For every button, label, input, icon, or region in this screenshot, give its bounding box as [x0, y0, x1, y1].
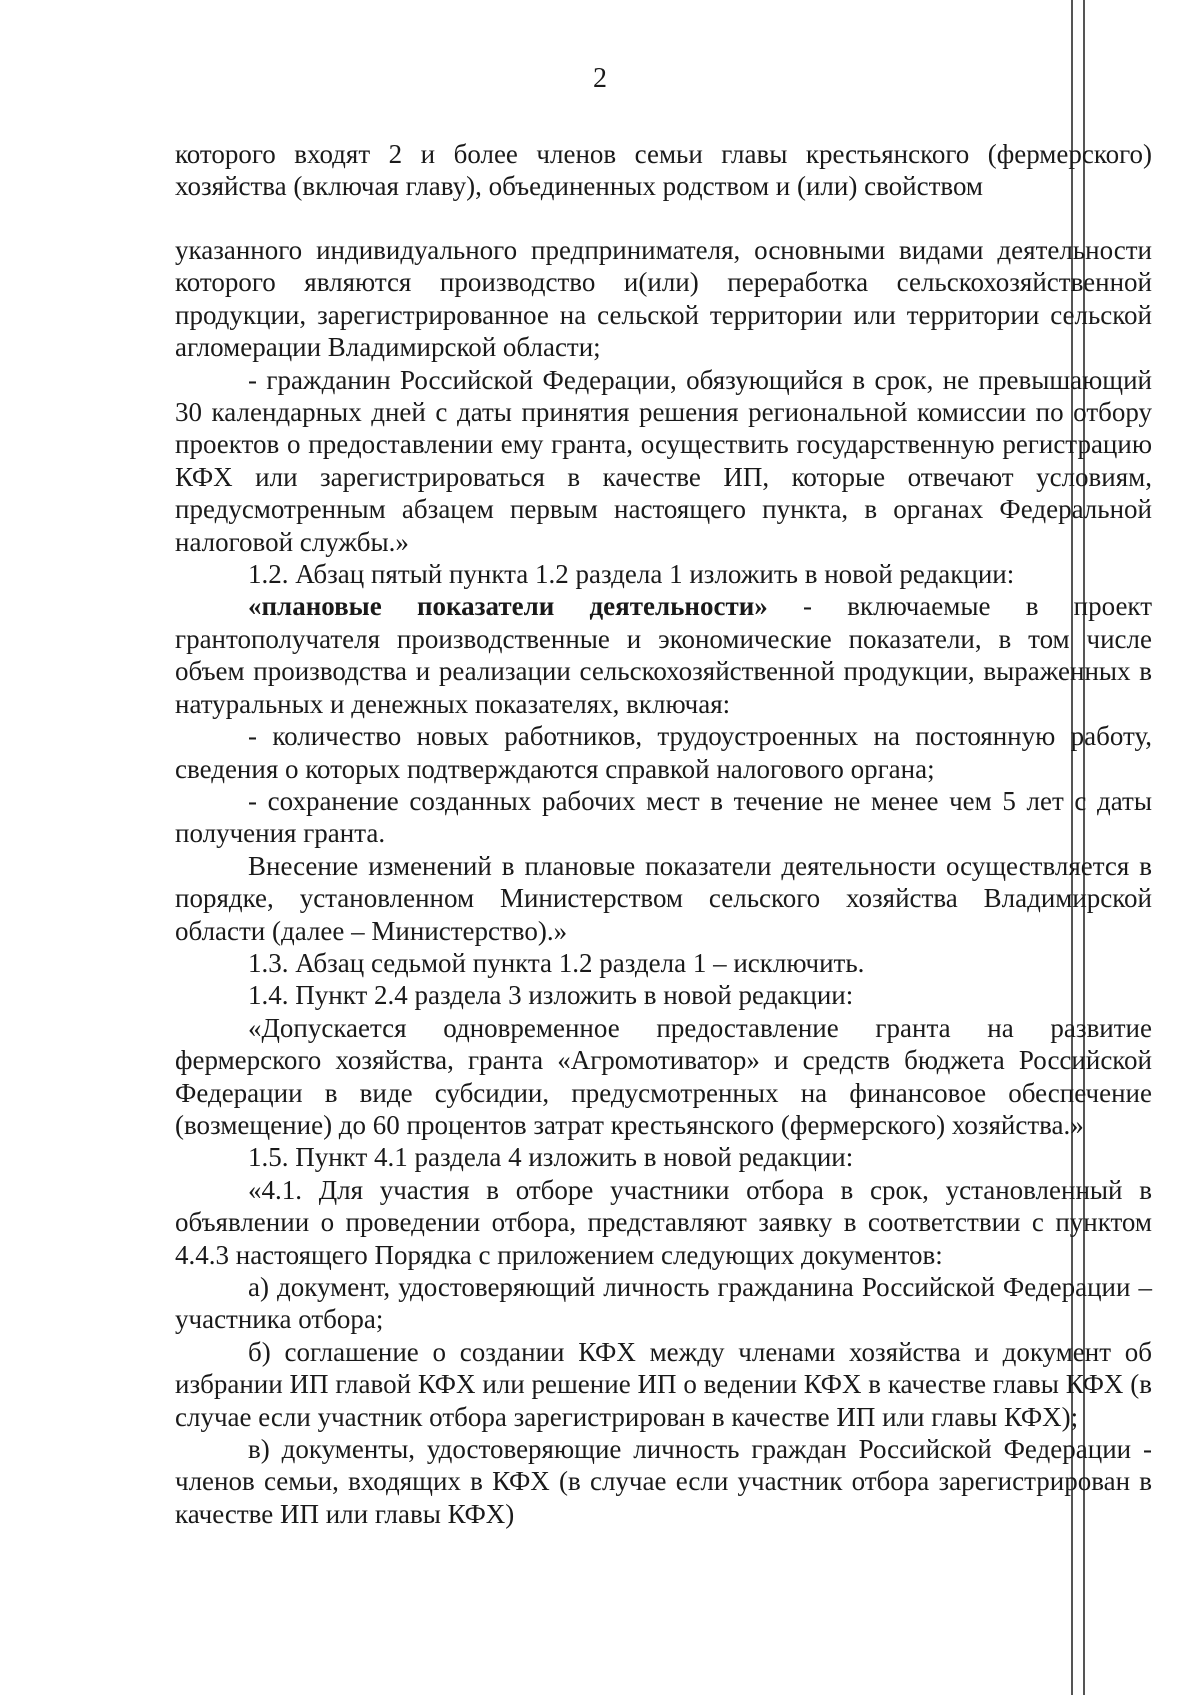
paragraph-9: 1.4. Пункт 2.4 раздела 3 изложить в новой редакции:: [248, 980, 854, 1011]
paragraph-4: [175, 590, 1152, 720]
paragraph-3: 1.2. Абзац пятый пункта 1.2 раздела 1 изложить в новой редакции:: [248, 559, 1015, 590]
main-text: [175, 234, 1152, 1530]
paragraph-11: 1.5. Пункт 4.1 раздела 4 изложить в новой редакции:: [248, 1142, 854, 1173]
paragraph-6: - сохранение созданных рабочих мест в течение не менее чем 5 лет с даты получения гранта.: [175, 785, 1152, 849]
paragraph-8: 1.3. Абзац седьмой пункта 1.2 раздела 1 – исключить.: [248, 947, 865, 978]
paragraph-12: «4.1. Для участия в отборе участники отбора в срок, установленный в объявлении о проведении отбора, представляют заявку в соответствии с пунктом 4.4.3 настоящего Порядка с приложением следующих документов:: [175, 1174, 1152, 1270]
term-definition: - включаемые в проект грантополучателя производственные и экономические показатели, в том числе объем производства и реализации сельскохозяйственной продукции, выраженных в натуральных и денежных показателях, включая:: [175, 591, 1152, 719]
paragraph-13: а) документ, удостоверяющий личность гражданина Российской Федерации – участника отбора;: [175, 1272, 1152, 1335]
paragraph-10: «Допускается одновременное предоставление гранта на развитие фермерского хозяйства, гранта «Агромотиватор» и средств бюджета Российской Федерации в виде субсидии, предусмотренных на финансовое обеспечение (возмещение) до 60 процентов затрат крестьянского (фермерского) хозяйства.»: [175, 1012, 1152, 1140]
top-fragment: [175, 138, 1152, 203]
paragraph-fragment: которого входят 2 и более членов семьи главы крестьянского (фермерского) хозяйства (включая главу), объединенных родством и (или) свойством: [175, 139, 1152, 202]
term-bold: «плановые показатели деятельности»: [248, 591, 768, 622]
paragraph-5: - количество новых работников, трудоустроенных на постоянную работу, сведения о которых подтверждаются справкой налогового органа;: [175, 721, 1152, 784]
paragraph-14: б) соглашение о создании КФХ между членами хозяйства и документ об избрании ИП главой КФХ или решение ИП о ведении КФХ в качестве главы КФХ (в случае если участник отбора зарегистрирован в качестве ИП или главы КФХ);: [175, 1336, 1152, 1432]
paragraph-7: Внесение изменений в плановые показатели деятельности осуществляется в порядке, установленном Министерством сельского хозяйства Владимирской области (далее – Министерство).»: [175, 850, 1152, 946]
paragraph-15: в) документы, удостоверяющие личность граждан Российской Федерации - членов семьи, входящих в КФХ (в случае если участник отбора зарегистрирован в качестве ИП или главы КФХ): [175, 1434, 1152, 1529]
paragraph-1: указанного индивидуального предпринимателя, основными видами деятельности которого являются производство и(или) переработка сельскохозяйственной продукции, зарегистрированное на сельской территории или территории сельской агломерации Владимирской области;: [175, 235, 1152, 363]
paragraph-2: - гражданин Российской Федерации, обязующийся в срок, не превышающий 30 календарных дней с даты принятия решения региональной комиссии по отбору проектов о предоставлении ему гранта, осуществить государственную регистрацию КФХ или зарегистрироваться в качестве ИП, которые отвечают условиям, предусмотренным абзацем первым настоящего пункта, в органах Федеральной налоговой службы.»: [175, 364, 1152, 557]
page-number: 2: [593, 63, 607, 94]
